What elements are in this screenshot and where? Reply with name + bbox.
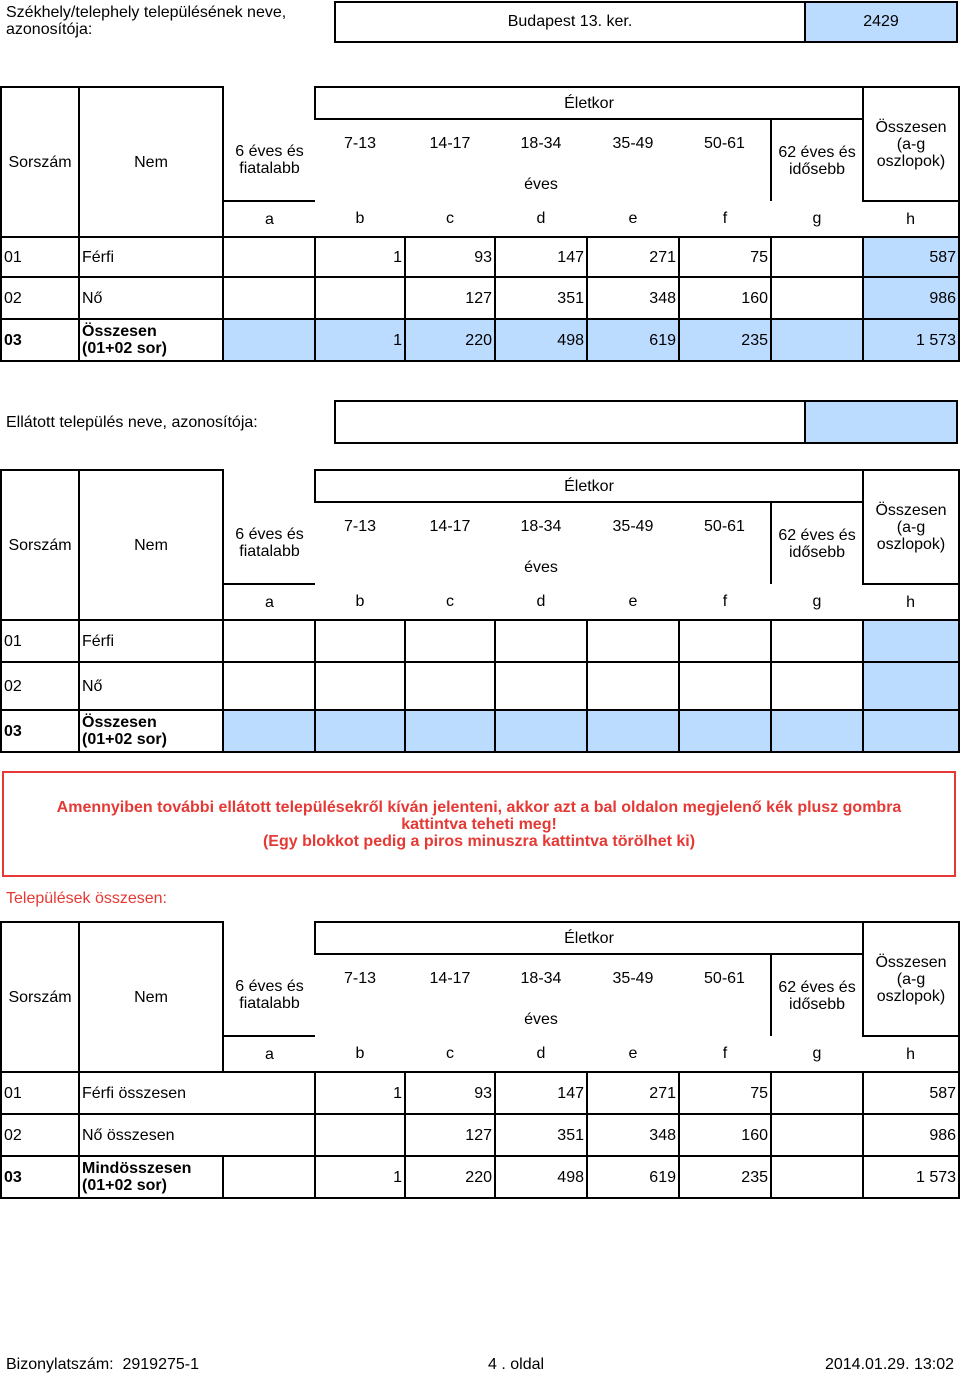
cell-input[interactable] [587,620,679,662]
served-id-field[interactable] [804,400,958,444]
cell-input[interactable] [495,620,587,662]
cell-input[interactable] [223,620,315,662]
cell-input[interactable]: 160 [679,277,771,319]
col-header-7-13: 7-13 [343,970,377,987]
cell-input[interactable] [771,277,863,319]
col-header-total: Összesen (a-g oszlopok) [863,922,959,1036]
col-header-35-49: 35-49 [612,518,654,535]
col-header-nem: Nem [79,922,223,1072]
row-total [863,620,959,662]
seat-id-field[interactable]: 2429 [804,1,958,43]
seat-label: Székhely/telephely településének neve, azonosítója: [6,4,287,38]
col-header-eletkor: Életkor [315,922,863,954]
col-header-eves: éves [524,1010,558,1028]
cell-input[interactable] [315,662,405,710]
cell-input[interactable] [315,620,405,662]
notice-box: Amennyiben további ellátott településekről kíván jelenteni, akkor azt a bal oldalon megjelenő kék plusz gombra kattintva teheti meg! (Egy blokkot pedig a piros minuszra kattintva törölhet ki) [2,771,956,877]
col-header-14-17: 14-17 [429,518,471,535]
cell-input[interactable] [405,662,495,710]
col-header-35-49: 35-49 [612,135,654,152]
cell-input[interactable]: 147 [495,237,587,277]
col-header-62-older: 62 éves és idősebb [771,119,863,201]
cell-input[interactable] [771,662,863,710]
cell-input[interactable]: 127 [405,277,495,319]
row-total: 587 [863,237,959,277]
table-row: 02 Nő 127 351 348 160 986 [1,277,959,319]
table-row: 02 Nő összesen 127 351 348 160 986 [1,1114,959,1156]
seat-name-field[interactable]: Budapest 13. ker. [334,1,806,43]
cell-input[interactable]: 351 [495,277,587,319]
col-header-nem: Nem [79,470,223,620]
cell-input[interactable] [679,662,771,710]
col-header-sorszam: Sorszám [1,922,79,1072]
cell-input[interactable]: 93 [405,237,495,277]
cell-input[interactable]: 348 [587,277,679,319]
col-header-sorszam: Sorszám [1,87,79,237]
cell-input[interactable] [223,277,315,319]
col-header-35-49: 35-49 [612,970,654,987]
col-header-eletkor: Életkor [315,470,863,502]
cell-input[interactable] [587,662,679,710]
row-total: 587 [863,1072,959,1114]
col-header-sorszam: Sorszám [1,470,79,620]
table-row: 02 Nő [1,662,959,710]
cell-input[interactable] [315,277,405,319]
row-total [863,662,959,710]
table-row: 03 Összesen (01+02 sor) [1,710,959,752]
row-total: 986 [863,277,959,319]
page-number: 4 . oldal [488,1356,545,1373]
cell-input[interactable]: 271 [587,237,679,277]
col-header-14-17: 14-17 [429,970,471,987]
age-table-seat: Sorszám Nem Életkor Összesen (a-g oszlopok) 6 éves és fiatalabb 7-13 14-17 18-34 35-49 50-61 62 éves és idősebb éves a b c d e f g h 01 Férfi 1 93 147 271 75 587 02 Nő 127 351 348 160 986 03 Összesen (01+02 sor) 1 220 498 619 235 1 573 [0,86,960,362]
col-header-total: Összesen (a-g oszlopok) [863,87,959,201]
cell-input[interactable] [223,662,315,710]
cell-input[interactable] [495,662,587,710]
table-row: 01 Férfi [1,620,959,662]
col-header-50-61: 50-61 [704,518,745,535]
col-header-50-61: 50-61 [704,970,745,987]
cell-input[interactable]: 1 [315,237,405,277]
grand-total: 1 573 [863,319,959,361]
col-header-7-13: 7-13 [343,518,377,535]
table-row: 01 Férfi 1 93 147 271 75 587 [1,237,959,277]
col-header-eves: éves [524,558,558,576]
col-header-14-17: 14-17 [429,135,471,152]
document-number: Bizonylatszám: 2919275-1 [6,1356,199,1373]
col-header-nem: Nem [79,87,223,237]
table-row: 01 Férfi összesen 1 93 147 271 75 587 [1,1072,959,1114]
cell-input[interactable] [771,237,863,277]
col-header-6-younger: 6 éves és fiatalabb [235,977,304,1012]
col-header-total: Összesen (a-g oszlopok) [863,470,959,584]
served-label: Ellátott település neve, azonosítója: [6,414,258,431]
col-header-eletkor: Életkor [315,87,863,119]
col-header-62-older: 62 éves és idősebb [771,502,863,584]
cell-input[interactable] [223,237,315,277]
totals-title: Települések összesen: [6,890,167,907]
print-datetime: 2014.01.29. 13:02 [824,1356,954,1373]
col-header-6-younger: 6 éves és fiatalabb [235,525,304,560]
cell-input[interactable] [405,620,495,662]
col-header-7-13: 7-13 [343,135,377,152]
col-header-18-34: 18-34 [520,135,562,152]
table-row: 03 Mindösszesen (01+02 sor) 1 220 498 619 235 1 573 [1,1156,959,1198]
cell-input[interactable] [679,620,771,662]
table-row: 03 Összesen (01+02 sor) 1 220 498 619 235 1 573 [1,319,959,361]
col-header-6-younger: 6 éves és fiatalabb [235,142,304,177]
col-header-18-34: 18-34 [520,518,562,535]
col-header-eves: éves [524,175,558,193]
col-header-50-61: 50-61 [704,135,745,152]
age-table-served: Sorszám Nem Életkor Összesen (a-g oszlopok) 6 éves és fiatalabb 7-13 14-17 18-34 35-49 50-61 62 éves és idősebb éves a b c d e f g h 01 Férfi 02 Nő 03 Összesen (01+02 sor) [0,469,960,753]
grand-total: 1 573 [863,1156,959,1198]
row-total: 986 [863,1114,959,1156]
cell-input[interactable]: 75 [679,237,771,277]
col-header-62-older: 62 éves és idősebb [771,954,863,1036]
col-header-18-34: 18-34 [520,970,562,987]
age-table-totals: Sorszám Nem Életkor Összesen (a-g oszlopok) 6 éves és fiatalabb 7-13 14-17 18-34 35-49 50-61 62 éves és idősebb éves a b c d e f g h 01 Férfi összesen 1 93 147 271 75 587 02 Nő összesen 127 351 348 160 986 03 Mindösszesen (01+02 sor) 1 220 498 619 235 1 573 [0,921,960,1199]
cell-input[interactable] [771,620,863,662]
served-name-field[interactable] [334,400,806,444]
grand-total [863,710,959,752]
